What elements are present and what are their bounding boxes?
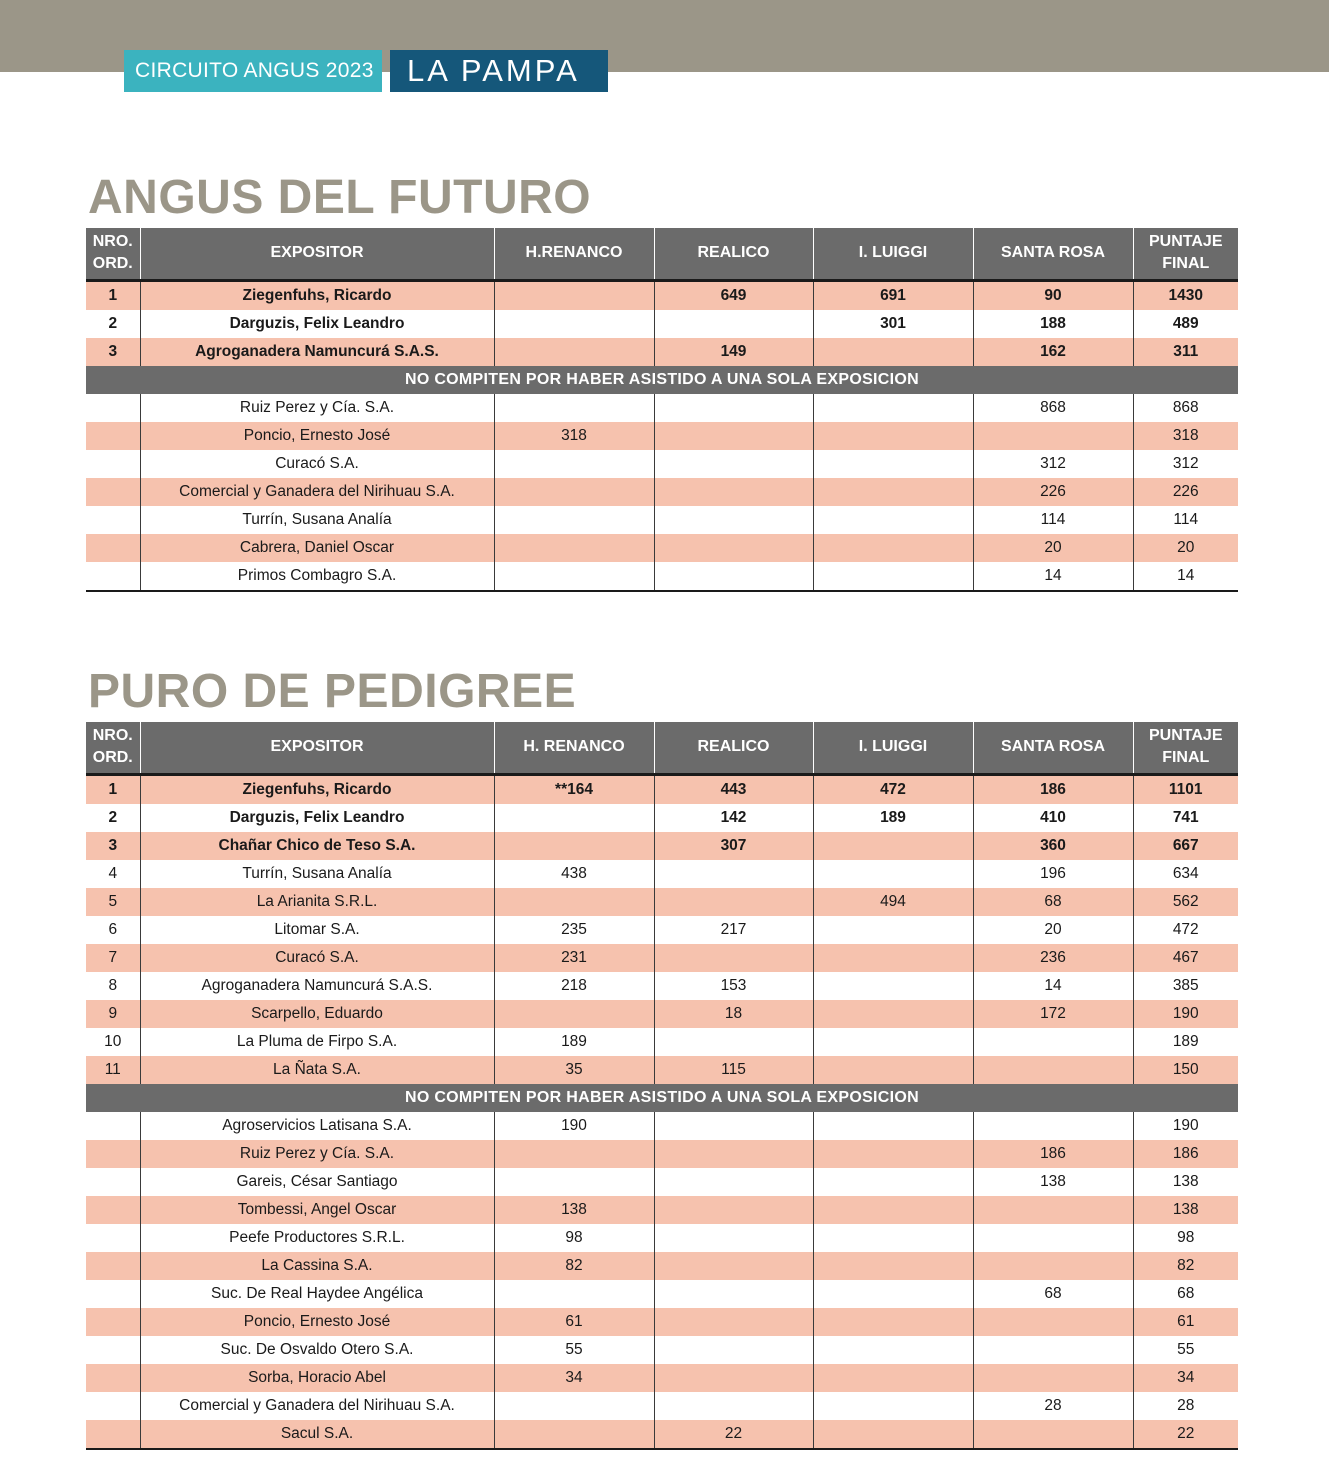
cell-ord <box>86 1140 140 1168</box>
cell-renanco: 318 <box>494 422 654 450</box>
cell-final: 667 <box>1133 832 1238 860</box>
cell-expositor: Suc. De Osvaldo Otero S.A. <box>140 1336 494 1364</box>
cell-expositor: Ziegenfuhs, Ricardo <box>140 774 494 804</box>
cell-renanco <box>494 1420 654 1449</box>
cell-expositor: Gareis, César Santiago <box>140 1168 494 1196</box>
table-row <box>86 944 1238 972</box>
cell-final: 114 <box>1133 506 1238 534</box>
cell-santa-rosa: 68 <box>973 888 1133 916</box>
cell-santa-rosa: 20 <box>973 916 1133 944</box>
column-renanco-header: H.RENANCO <box>494 228 654 280</box>
cell-ord: 5 <box>86 888 140 916</box>
cell-renanco <box>494 394 654 422</box>
section-title-puro-de-pedigree: PURO DE PEDIGREE <box>88 665 577 718</box>
cell-luiggi <box>813 1112 973 1140</box>
cell-ord <box>86 534 140 562</box>
cell-final: 20 <box>1133 534 1238 562</box>
non-competing-label: NO COMPITEN POR HABER ASISTIDO A UNA SOLA EXPOSICION <box>86 1084 1238 1112</box>
column-luiggi-header: I. LUIGGI <box>813 228 973 280</box>
cell-renanco <box>494 1392 654 1420</box>
column-santa-rosa-header: SANTA ROSA <box>973 722 1133 774</box>
cell-santa-rosa: 162 <box>973 338 1133 366</box>
cell-expositor: Agroganadera Namuncurá S.A.S. <box>140 972 494 1000</box>
cell-realico <box>654 1364 813 1392</box>
cell-renanco <box>494 310 654 338</box>
cell-realico <box>654 888 813 916</box>
cell-final: 68 <box>1133 1280 1238 1308</box>
cell-expositor: Ruiz Perez y Cía. S.A. <box>140 1140 494 1168</box>
non-competing-band <box>86 1084 1238 1112</box>
cell-santa-rosa: 236 <box>973 944 1133 972</box>
cell-final: 741 <box>1133 804 1238 832</box>
cell-ord: 7 <box>86 944 140 972</box>
cell-ord <box>86 1308 140 1336</box>
cell-luiggi <box>813 1252 973 1280</box>
cell-luiggi <box>813 1392 973 1420</box>
cell-luiggi <box>813 1308 973 1336</box>
cell-ord: 8 <box>108 976 118 994</box>
cell-final: 98 <box>1133 1224 1238 1252</box>
table-row <box>86 1420 1238 1449</box>
cell-santa-rosa: 14 <box>973 972 1133 1000</box>
cell-luiggi <box>813 394 973 422</box>
cell-luiggi <box>813 1364 973 1392</box>
table-row <box>86 1364 1238 1392</box>
cell-final: 138 <box>1133 1168 1238 1196</box>
cell-santa-rosa <box>973 1364 1133 1392</box>
cell-final: 138 <box>1133 1196 1238 1224</box>
cell-ord <box>86 478 140 506</box>
non-competing-label: NO COMPITEN POR HABER ASISTIDO A UNA SOLA EXPOSICION <box>86 366 1238 394</box>
cell-renanco <box>494 280 654 310</box>
cell-ord <box>86 394 140 422</box>
cell-final: 14 <box>1133 562 1238 591</box>
cell-santa-rosa: 14 <box>973 562 1133 591</box>
cell-luiggi <box>813 832 973 860</box>
cell-ord <box>86 1420 140 1449</box>
cell-luiggi <box>813 1224 973 1252</box>
table-row <box>86 338 1238 366</box>
cell-expositor: Ruiz Perez y Cía. S.A. <box>140 394 494 422</box>
cell-santa-rosa <box>973 1420 1133 1449</box>
cell-realico <box>654 1308 813 1336</box>
column-final-header: PUNTAJE FINAL <box>1133 722 1238 774</box>
cell-santa-rosa: 186 <box>973 1140 1133 1168</box>
cell-final: 55 <box>1133 1336 1238 1364</box>
cell-luiggi <box>813 1280 973 1308</box>
cell-realico <box>654 1224 813 1252</box>
table-row <box>86 832 1238 860</box>
cell-final: 190 <box>1133 1000 1238 1028</box>
cell-santa-rosa <box>973 1252 1133 1280</box>
cell-santa-rosa: 186 <box>973 774 1133 804</box>
cell-ord <box>86 1224 140 1252</box>
cell-santa-rosa <box>973 1224 1133 1252</box>
cell-ord <box>86 1168 140 1196</box>
table-row <box>86 1196 1238 1224</box>
cell-renanco <box>494 478 654 506</box>
cell-expositor: Cabrera, Daniel Oscar <box>140 534 494 562</box>
cell-expositor: Curacó S.A. <box>140 944 494 972</box>
column-luiggi-header: I. LUIGGI <box>813 722 973 774</box>
cell-expositor: Litomar S.A. <box>140 916 494 944</box>
cell-ord: 2 <box>108 808 118 826</box>
cell-ord <box>86 1196 140 1224</box>
cell-final: 562 <box>1133 888 1238 916</box>
cell-realico <box>654 422 813 450</box>
cell-realico <box>654 860 813 888</box>
table-row <box>86 506 1238 534</box>
table-row <box>86 1224 1238 1252</box>
column-expositor-header: EXPOSITOR <box>140 722 494 774</box>
cell-realico <box>654 1336 813 1364</box>
cell-luiggi <box>813 1168 973 1196</box>
cell-renanco <box>494 1140 654 1168</box>
table-row <box>86 1336 1238 1364</box>
cell-luiggi <box>813 1336 973 1364</box>
cell-final: 318 <box>1133 422 1238 450</box>
cell-luiggi <box>813 1028 973 1056</box>
cell-realico <box>654 1140 813 1168</box>
column-renanco-header: H. RENANCO <box>494 722 654 774</box>
cell-renanco: 231 <box>494 944 654 972</box>
cell-final: 22 <box>1133 1420 1238 1449</box>
table-row <box>86 422 1238 450</box>
column-expositor-header: EXPOSITOR <box>140 228 494 280</box>
table-row <box>86 394 1238 422</box>
cell-ord <box>86 450 140 478</box>
table-row <box>86 310 1238 338</box>
cell-ord <box>86 1280 140 1308</box>
cell-realico <box>654 1280 813 1308</box>
cell-santa-rosa: 90 <box>973 280 1133 310</box>
cell-renanco <box>494 804 654 832</box>
column-realico-header: REALICO <box>654 722 813 774</box>
table-row <box>86 1028 1238 1056</box>
cell-realico <box>654 1168 813 1196</box>
table-row <box>86 804 1238 832</box>
cell-realico: 142 <box>654 804 813 832</box>
cell-final: 467 <box>1133 944 1238 972</box>
cell-luiggi <box>813 478 973 506</box>
table-row <box>86 860 1238 888</box>
cell-expositor: Sacul S.A. <box>140 1420 494 1449</box>
cell-final: 28 <box>1133 1392 1238 1420</box>
table-row <box>86 1168 1238 1196</box>
cell-ord: 11 <box>86 1056 140 1084</box>
cell-santa-rosa: 312 <box>973 450 1133 478</box>
cell-realico <box>654 1252 813 1280</box>
cell-ord: 4 <box>108 864 118 882</box>
cell-santa-rosa: 28 <box>973 1392 1133 1420</box>
cell-luiggi <box>813 562 973 591</box>
cell-ord <box>86 1252 140 1280</box>
cell-ord <box>86 562 140 591</box>
cell-final: 82 <box>1133 1252 1238 1280</box>
cell-final: 1430 <box>1133 280 1238 310</box>
cell-realico <box>654 1028 813 1056</box>
table-row <box>86 972 1238 1000</box>
section-title-angus-del-futuro: ANGUS DEL FUTURO <box>88 171 592 224</box>
table-row <box>86 1000 1238 1028</box>
non-competing-band <box>86 366 1238 394</box>
cell-luiggi <box>813 506 973 534</box>
cell-ord: 1 <box>86 774 140 804</box>
cell-realico <box>654 1392 813 1420</box>
cell-realico <box>654 1196 813 1224</box>
cell-realico: 153 <box>654 972 813 1000</box>
column-realico-header: REALICO <box>654 228 813 280</box>
cell-santa-rosa: 20 <box>973 534 1133 562</box>
cell-santa-rosa <box>973 1112 1133 1140</box>
cell-renanco: 35 <box>494 1056 654 1084</box>
cell-luiggi <box>813 1140 973 1168</box>
table-row <box>86 280 1238 310</box>
table-row <box>86 450 1238 478</box>
cell-renanco <box>494 450 654 478</box>
cell-ord <box>86 1364 140 1392</box>
cell-expositor: Primos Combagro S.A. <box>140 562 494 591</box>
cell-luiggi <box>813 450 973 478</box>
cell-ord <box>86 422 140 450</box>
cell-renanco: 98 <box>494 1224 654 1252</box>
cell-realico: 649 <box>654 280 813 310</box>
cell-santa-rosa: 68 <box>973 1280 1133 1308</box>
circuit-badge: CIRCUITO ANGUS 2023 <box>124 50 382 92</box>
cell-realico <box>654 562 813 591</box>
cell-expositor: Poncio, Ernesto José <box>140 1308 494 1336</box>
table-row <box>86 1140 1238 1168</box>
table-row <box>86 1252 1238 1280</box>
cell-expositor: Sorba, Horacio Abel <box>140 1364 494 1392</box>
cell-final: 634 <box>1133 860 1238 888</box>
cell-final: 385 <box>1133 972 1238 1000</box>
header-row <box>86 722 1238 774</box>
cell-renanco: 438 <box>494 860 654 888</box>
cell-renanco <box>494 1168 654 1196</box>
cell-renanco: 189 <box>494 1028 654 1056</box>
cell-expositor: Peefe Productores S.R.L. <box>140 1224 494 1252</box>
cell-realico: 307 <box>654 832 813 860</box>
cell-ord: 1 <box>86 280 140 310</box>
cell-realico <box>654 478 813 506</box>
cell-realico <box>654 450 813 478</box>
table-row <box>86 478 1238 506</box>
cell-renanco <box>494 506 654 534</box>
column-ord-header: NRO. ORD. <box>86 722 140 774</box>
cell-luiggi <box>813 338 973 366</box>
column-santa-rosa-header: SANTA ROSA <box>973 228 1133 280</box>
cell-santa-rosa: 410 <box>973 804 1133 832</box>
cell-final: 150 <box>1133 1056 1238 1084</box>
table-row <box>86 534 1238 562</box>
cell-realico <box>654 944 813 972</box>
column-ord-header: NRO. ORD. <box>86 228 140 280</box>
cell-expositor: Poncio, Ernesto José <box>140 422 494 450</box>
cell-luiggi <box>813 534 973 562</box>
cell-expositor: Scarpello, Eduardo <box>140 1000 494 1028</box>
cell-luiggi <box>813 944 973 972</box>
cell-renanco <box>494 562 654 591</box>
cell-ord: 3 <box>86 832 140 860</box>
cell-luiggi: 301 <box>813 310 973 338</box>
cell-ord: 9 <box>86 1000 140 1028</box>
cell-santa-rosa: 196 <box>973 860 1133 888</box>
cell-final: 61 <box>1133 1308 1238 1336</box>
cell-luiggi <box>813 1000 973 1028</box>
cell-final: 868 <box>1133 394 1238 422</box>
cell-ord <box>86 1392 140 1420</box>
cell-renanco <box>494 338 654 366</box>
cell-renanco <box>494 1280 654 1308</box>
cell-santa-rosa: 226 <box>973 478 1133 506</box>
cell-expositor: Darguzis, Felix Leandro <box>140 310 494 338</box>
cell-luiggi: 472 <box>813 774 973 804</box>
cell-santa-rosa: 114 <box>973 506 1133 534</box>
header-row <box>86 228 1238 280</box>
angus-del-futuro-table <box>86 228 1238 592</box>
cell-luiggi <box>813 860 973 888</box>
puro-de-pedigree-table <box>86 722 1238 1450</box>
cell-luiggi <box>813 1420 973 1449</box>
cell-final: 312 <box>1133 450 1238 478</box>
cell-realico: 217 <box>654 916 813 944</box>
cell-ord: 2 <box>108 314 118 332</box>
cell-renanco: **164 <box>494 774 654 804</box>
cell-final: 34 <box>1133 1364 1238 1392</box>
cell-final: 226 <box>1133 478 1238 506</box>
cell-renanco: 55 <box>494 1336 654 1364</box>
cell-ord <box>86 506 140 534</box>
table-row <box>86 1056 1238 1084</box>
cell-renanco <box>494 534 654 562</box>
cell-final: 311 <box>1133 338 1238 366</box>
cell-luiggi <box>813 1196 973 1224</box>
table-row <box>86 562 1238 591</box>
cell-expositor: Darguzis, Felix Leandro <box>140 804 494 832</box>
cell-realico <box>654 394 813 422</box>
cell-renanco: 82 <box>494 1252 654 1280</box>
cell-realico <box>654 1112 813 1140</box>
cell-renanco <box>494 1000 654 1028</box>
cell-luiggi: 494 <box>813 888 973 916</box>
table-row <box>86 888 1238 916</box>
cell-final: 189 <box>1133 1028 1238 1056</box>
cell-luiggi <box>813 422 973 450</box>
cell-ord: 6 <box>108 920 118 938</box>
cell-realico: 22 <box>654 1420 813 1449</box>
cell-expositor: Agroganadera Namuncurá S.A.S. <box>140 338 494 366</box>
cell-expositor: Turrín, Susana Analía <box>140 860 494 888</box>
cell-santa-rosa <box>973 1336 1133 1364</box>
cell-santa-rosa: 172 <box>973 1000 1133 1028</box>
table-row <box>86 1308 1238 1336</box>
cell-expositor: Tombessi, Angel Oscar <box>140 1196 494 1224</box>
cell-renanco: 190 <box>494 1112 654 1140</box>
cell-santa-rosa: 138 <box>973 1168 1133 1196</box>
cell-final: 489 <box>1133 310 1238 338</box>
cell-expositor: Agroservicios Latisana S.A. <box>140 1112 494 1140</box>
table-row <box>86 1112 1238 1140</box>
table-row <box>86 1392 1238 1420</box>
cell-renanco <box>494 888 654 916</box>
cell-final: 1101 <box>1133 774 1238 804</box>
cell-santa-rosa: 360 <box>973 832 1133 860</box>
cell-santa-rosa <box>973 1056 1133 1084</box>
cell-realico: 443 <box>654 774 813 804</box>
cell-santa-rosa: 868 <box>973 394 1133 422</box>
cell-expositor: La Cassina S.A. <box>140 1252 494 1280</box>
cell-luiggi <box>813 972 973 1000</box>
cell-luiggi <box>813 1056 973 1084</box>
table-row <box>86 774 1238 804</box>
cell-santa-rosa <box>973 422 1133 450</box>
cell-expositor: Ziegenfuhs, Ricardo <box>140 280 494 310</box>
cell-santa-rosa <box>973 1196 1133 1224</box>
cell-renanco: 138 <box>494 1196 654 1224</box>
cell-renanco: 34 <box>494 1364 654 1392</box>
cell-expositor: Curacó S.A. <box>140 450 494 478</box>
cell-expositor: La Pluma de Firpo S.A. <box>140 1028 494 1056</box>
cell-realico: 115 <box>654 1056 813 1084</box>
region-badge: LA PAMPA <box>390 50 608 92</box>
cell-expositor: Suc. De Real Haydee Angélica <box>140 1280 494 1308</box>
cell-expositor: La Ñata S.A. <box>140 1056 494 1084</box>
column-final-header: PUNTAJE FINAL <box>1133 228 1238 280</box>
cell-renanco: 218 <box>494 972 654 1000</box>
cell-luiggi <box>813 916 973 944</box>
cell-expositor: La Arianita S.R.L. <box>140 888 494 916</box>
cell-ord <box>86 1112 140 1140</box>
cell-realico <box>654 310 813 338</box>
cell-santa-rosa <box>973 1308 1133 1336</box>
cell-luiggi: 189 <box>813 804 973 832</box>
cell-final: 472 <box>1133 916 1238 944</box>
cell-santa-rosa <box>973 1028 1133 1056</box>
cell-ord: 10 <box>104 1032 122 1050</box>
cell-expositor: Comercial y Ganadera del Nirihuau S.A. <box>140 1392 494 1420</box>
cell-realico: 18 <box>654 1000 813 1028</box>
cell-expositor: Turrín, Susana Analía <box>140 506 494 534</box>
cell-renanco <box>494 832 654 860</box>
cell-renanco: 61 <box>494 1308 654 1336</box>
cell-luiggi: 691 <box>813 280 973 310</box>
cell-santa-rosa: 188 <box>973 310 1133 338</box>
cell-ord: 3 <box>86 338 140 366</box>
cell-final: 190 <box>1133 1112 1238 1140</box>
cell-realico <box>654 506 813 534</box>
table-row <box>86 916 1238 944</box>
cell-realico <box>654 534 813 562</box>
cell-ord <box>86 1336 140 1364</box>
cell-realico: 149 <box>654 338 813 366</box>
cell-renanco: 235 <box>494 916 654 944</box>
cell-expositor: Chañar Chico de Teso S.A. <box>140 832 494 860</box>
table-row <box>86 1280 1238 1308</box>
cell-expositor: Comercial y Ganadera del Nirihuau S.A. <box>140 478 494 506</box>
cell-final: 186 <box>1133 1140 1238 1168</box>
